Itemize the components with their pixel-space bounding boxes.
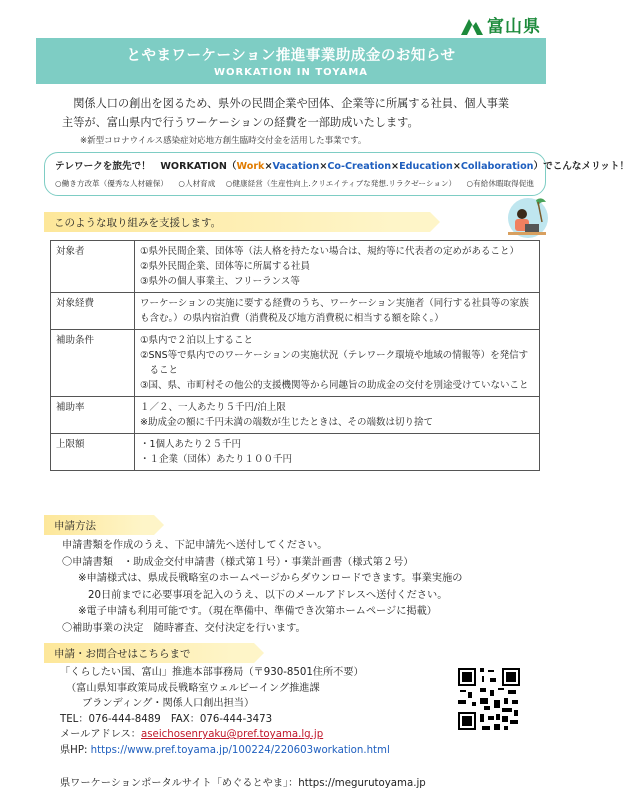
row-label: 補助条件 (51, 330, 135, 397)
merit-box (44, 152, 629, 196)
contact-division: ブランディング・関係人口創出担当） (82, 698, 255, 709)
merit-item: ○働き方改革（優秀な人材確保） (55, 179, 168, 188)
page-title: とやまワーケーション推進事業助成金のお知らせ (126, 48, 456, 64)
merit-sep: × (264, 161, 273, 172)
row-content (135, 241, 540, 293)
table-row (51, 330, 540, 397)
row-content (135, 397, 540, 434)
row-line: ②県外民間企業、団体等に所属する社員 (140, 261, 311, 272)
merit-list (55, 178, 535, 189)
apply-line: 〇補助事業の決定 随時審査、交付決定を行います。 (62, 622, 306, 634)
merit-item: ○人材育成 (178, 179, 216, 188)
row-label: 上限額 (51, 434, 135, 471)
page-subtitle: WORKATION IN TOYAMA (213, 67, 369, 78)
support-heading: このような取り組みを支援します。 (44, 212, 430, 232)
apply-line: 〇申請書類 ・助成金交付申請書（様式第１号）・事業計画書（様式第２号） (62, 556, 414, 568)
row-line: ・1個人あたり２５千円 (140, 439, 242, 450)
qr-code-icon[interactable] (456, 666, 522, 732)
merit-prefix: テレワークを旅先で！ WORKATION（ (55, 161, 237, 172)
prefecture-logo (461, 12, 541, 37)
contact-hp-row (60, 743, 490, 759)
mountain-logo-icon (461, 15, 483, 35)
table-row (51, 293, 540, 330)
apply-body (62, 538, 542, 637)
table-row (51, 434, 540, 471)
row-line: ③県外の個人事業主、フリーランス等 (140, 276, 300, 287)
merit-sep: × (391, 161, 400, 172)
merit-word-education: Education (399, 161, 453, 172)
row-label: 対象経費 (51, 293, 135, 330)
intro-line-1: 関係人口の創出を図るため、県外の民間企業や団体、企業等に所属する社員、個人事業 (73, 97, 510, 110)
row-line: １／２、一人あたり５千円/泊上限 (140, 402, 286, 413)
intro-text (62, 94, 530, 132)
hp-label: 県HP: (60, 744, 91, 756)
apply-line: ※申請様式は、県成長戦略室のホームページからダウンロードできます。事業実施の (78, 573, 463, 584)
contact-department: （富山県知事政策局成長戦略室ウェルビーイング推進課 (66, 682, 320, 694)
portal-link[interactable]: 県ワーケーションポータルサイト「めぐるとやま」：https://megurutoyama.jp (60, 778, 426, 789)
row-line: ①県内で２泊以上すること (140, 335, 254, 346)
merit-word-work: Work (236, 161, 265, 172)
merit-item: ○有給休暇取得促進 (466, 179, 534, 188)
row-line: ・１企業（団体）あたり１００千円 (140, 454, 293, 465)
merit-sep: × (319, 161, 328, 172)
mail-link[interactable]: aseichosenryaku@pref.toyama.lg.jp (141, 729, 324, 740)
apply-line: 20日前までに必要事項を記入のうえ、以下のメールアドレスへ送付ください。 (88, 589, 448, 601)
row-line: ワーケーションの実施に要する経費のうち、ワーケーション実施者（同行する社員等の家族も含む。）の県内宿泊費（消費税及び地方消費税に相当する額を除く。） (140, 298, 529, 324)
merit-sep: × (452, 161, 461, 172)
row-content (135, 293, 540, 330)
merit-suffix: ）でこんなメリット！ (533, 161, 629, 172)
row-label: 対象者 (51, 241, 135, 293)
logo-text: 富山県 (487, 17, 541, 37)
contact-body (60, 665, 490, 758)
row-line: ※助成金の額に千円未満の端数が生じたときは、その端数は切り捨て (140, 417, 433, 428)
row-line: ③国、県、市町村その他公的支援機関等から同趣旨の助成金の交付を別途受けていないこと (140, 380, 529, 391)
intro-note: ※新型コロナウイルス感染症対応地方創生臨時交付金を活用した事業です。 (80, 136, 367, 146)
mail-label: メールアドレス： (60, 729, 141, 740)
table-row (51, 241, 540, 293)
contact-mail-row (60, 727, 490, 743)
intro-line-2: 主等が、富山県内で行うワーケーションの経費を一部助成いたします。 (62, 116, 419, 129)
merit-title (55, 158, 629, 172)
hp-link[interactable]: https://www.pref.toyama.jp/100224/220603workation.html (90, 744, 390, 756)
merit-word-collaboration: Collaboration (460, 161, 534, 172)
table-row (51, 397, 540, 434)
row-line: ①県外民間企業、団体等（法人格を持たない場合は、規約等に代表者の定めがあること） (140, 246, 520, 257)
merit-word-cocreation: Co-Creation (327, 161, 392, 172)
title-banner (36, 38, 546, 84)
workation-illustration-icon (500, 194, 552, 240)
apply-line: ※電子申請も利用可能です。（現在準備中、準備でき次第ホームページに掲載） (78, 606, 437, 617)
row-line: ②SNS等で県内でのワーケーションの実施状況（テレワーク環境や地域の情報等）を発信すること (140, 350, 529, 376)
contact-tel: TEL：076-444-8489 FAX：076-444-3473 (60, 713, 273, 725)
contact-office: 「くらしたい国、富山」推進本部事務局（〒930-8501住所不要） (60, 667, 364, 678)
support-table (50, 240, 540, 471)
contact-heading: 申請・お問合せはこちらまで (44, 643, 254, 663)
row-label: 補助率 (51, 397, 135, 434)
row-content (135, 330, 540, 397)
apply-line: 申請書類を作成のうえ、下記申請先へ送付してください。 (62, 540, 328, 551)
merit-item: ○健康経営（生産性向上.クリエイティブな発想.リラクゼーション） (225, 179, 457, 188)
row-content (135, 434, 540, 471)
merit-word-vacation: Vacation (272, 161, 320, 172)
apply-heading: 申請方法 (44, 515, 154, 535)
